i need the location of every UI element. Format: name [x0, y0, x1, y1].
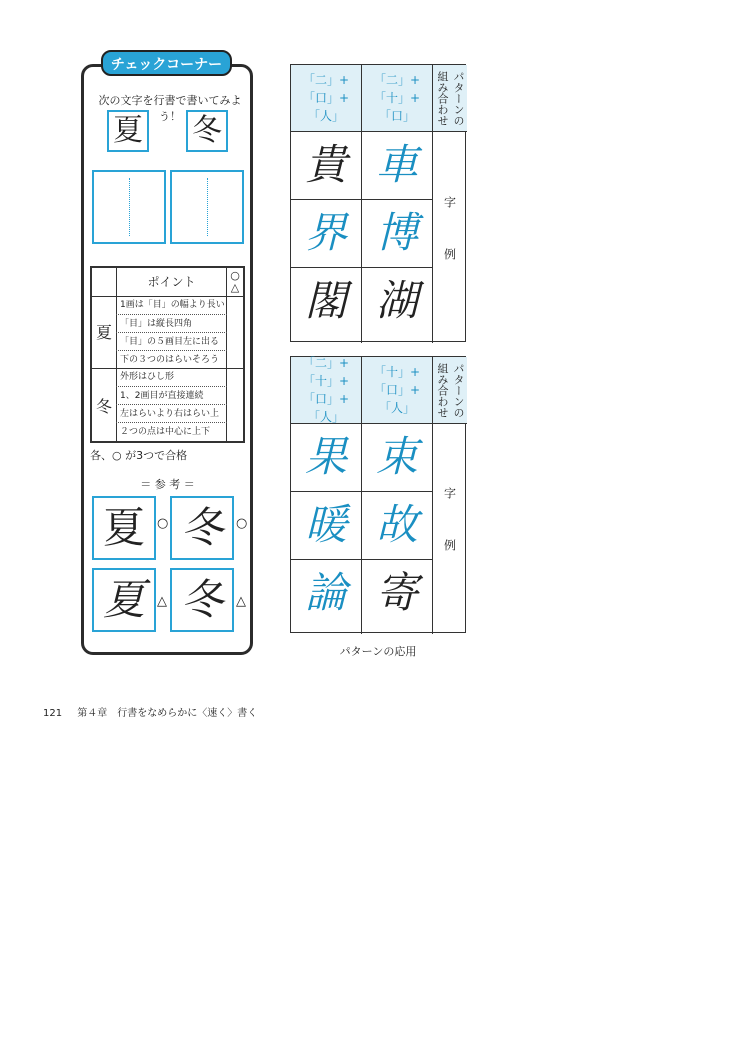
reference-char: 冬: [180, 575, 223, 624]
example-char: 果: [291, 424, 362, 492]
pattern-header: 「二」+「口」+ 「人」: [291, 65, 362, 132]
example-char: 車: [362, 132, 433, 200]
example-char: 暖: [291, 492, 362, 560]
header-marks: ○ △: [230, 269, 240, 294]
point-item: ２つの点は中心に上下: [116, 422, 227, 441]
reference-box: [92, 496, 156, 560]
check-corner-badge: チェックコーナー: [101, 50, 232, 76]
example-char: 束: [362, 424, 433, 492]
example-char: 貴: [291, 132, 362, 200]
reference-box: [170, 496, 234, 560]
point-item: 1画は「目」の幅より長い: [120, 300, 225, 310]
page-footer: [43, 704, 257, 719]
reference-mark: ○: [157, 516, 169, 531]
points-table: [90, 266, 245, 443]
example-char: 故: [362, 492, 433, 560]
practice-box-fuyu[interactable]: [170, 170, 244, 244]
reference-mark: △: [157, 594, 167, 609]
example-char: 界: [291, 200, 362, 268]
points-char-fuyu: 冬: [95, 397, 112, 416]
reference-char: 夏: [102, 575, 145, 624]
practice-box-natsu[interactable]: [92, 170, 166, 244]
pass-note: 各、○ が3つで合格: [90, 449, 188, 462]
reference-char: 冬: [180, 503, 223, 552]
pattern-header: 「二」+「十」+ 「口」+「人」: [291, 357, 362, 424]
example-char: 論: [291, 560, 362, 634]
pattern-table-1: [290, 64, 466, 342]
pattern-title: パターンの組み合わせ: [433, 357, 467, 424]
example-label: 字 例: [442, 487, 457, 569]
reference-title: ＝ 参 考 ＝: [140, 478, 195, 491]
reference-mark: △: [236, 594, 246, 609]
figure-caption: パターンの応用: [339, 645, 417, 658]
example-char: 湖: [362, 268, 433, 343]
point-item: 左はらいより右はらい上: [116, 404, 227, 423]
pattern-table-2: [290, 356, 466, 633]
reference-box: [92, 568, 156, 632]
example-label: 字 例: [442, 195, 457, 278]
reference-box: [170, 568, 234, 632]
reference-mark: ○: [236, 516, 248, 531]
pattern-header: 「十」+「口」+ 「人」: [362, 357, 433, 424]
point-item: 1、2画目が直接連続: [116, 386, 227, 405]
instruction-text: 次の文字を行書で書いてみよう！: [98, 94, 242, 123]
points-header: ポイント: [116, 268, 227, 297]
points-char-natsu: 夏: [95, 323, 112, 342]
pattern-header: 「二」+「十」+ 「口」: [362, 65, 433, 132]
pattern-title: パターンの組み合わせ: [433, 65, 467, 132]
example-char: 博: [362, 200, 433, 268]
page-number: 121: [43, 708, 63, 719]
example-char: 閣: [291, 268, 362, 343]
chapter-title: 第４章 行書をなめらかに〈速く〉書く: [77, 708, 258, 719]
reference-char: 夏: [102, 503, 145, 552]
point-item: 外形はひし形: [120, 372, 175, 382]
point-item: 「目」は縦長四角: [116, 314, 227, 333]
point-item: 下の３つのはらいそろう: [116, 350, 227, 369]
example-char: 寄: [362, 560, 433, 634]
model-char-fuyu: 冬: [186, 110, 228, 152]
model-char-natsu: 夏: [107, 110, 149, 152]
point-item: 「目」の５画目左に出る: [116, 332, 227, 351]
